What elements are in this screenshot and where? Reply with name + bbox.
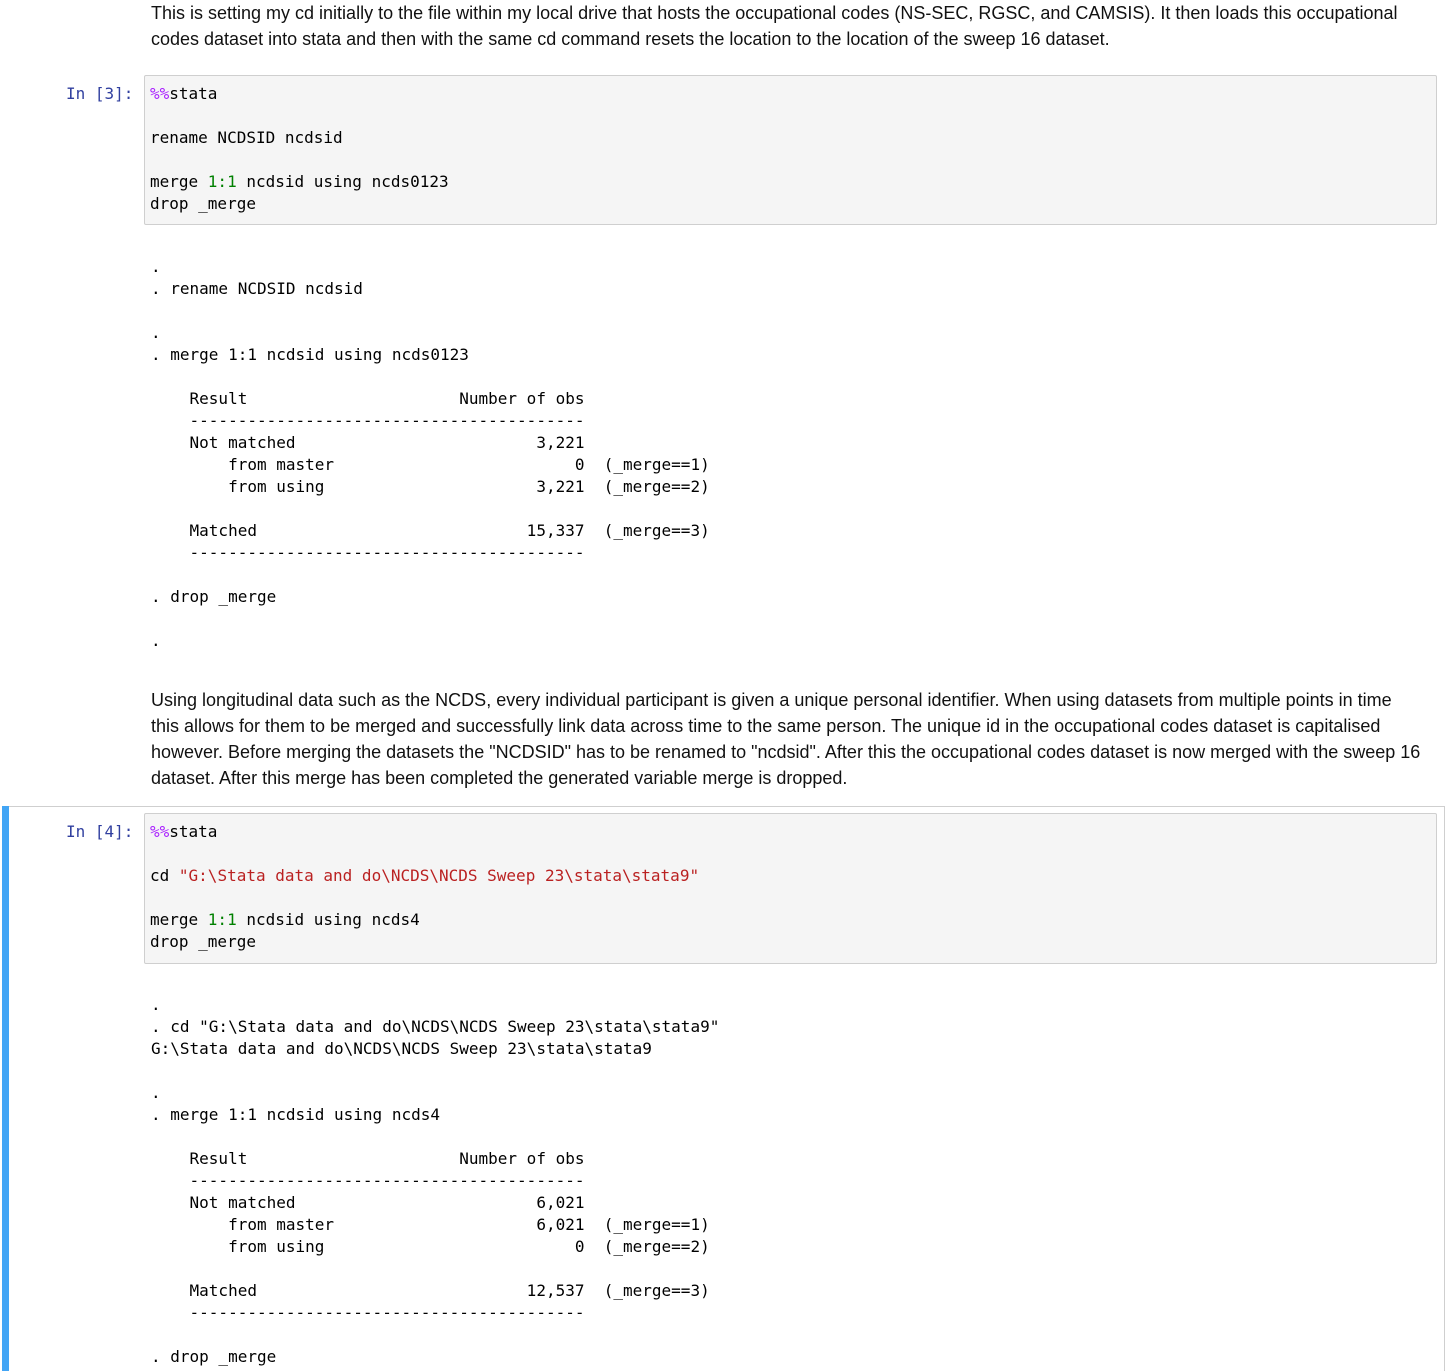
code-merge-number: 1:1 (207, 910, 237, 929)
code-line-drop: drop _merge (150, 194, 256, 213)
cell-3-code-input[interactable] (144, 75, 1437, 225)
code-merge-number: 1:1 (207, 172, 237, 191)
code-line-rename: rename NCDSID ncdsid (150, 128, 343, 147)
cell-3-output: . . rename NCDSID ncdsid . . merge 1:1 ncdsid using ncds0123 Result Number of obs ----------------------------------------- Not matched 3,221 from master 0 (_merge==1) from using 3,221 (_merge==2) Matched 15,337 (_merge==3) ----------------------------------------- . drop _merge . (151, 257, 710, 650)
magic-command: stata (169, 822, 218, 841)
cell-3-code[interactable] (150, 83, 449, 215)
cell-4-prompt: In [4]: (66, 822, 134, 841)
cell-4-output: . . cd "G:\Stata data and do\NCDS\NCDS Sweep 23\stata\stata9" G:\Stata data and do\NCDS\NCDS Sweep 23\stata\stata9 . . merge 1:1 ncdsid using ncds4 Result Number of obs ----------------------------------------- Not matched 6,021 from master 6,021 (_merge==1) from using 0 (_merge==2) Matched 12,537 (_merge==3) ----------------------------------------- . drop _merge (151, 995, 720, 1366)
markdown-text-occupational-codes: This is setting my cd initially to the file within my local drive that hosts the occupational codes (NS-SEC, RGSC, and CAMSIS). It then loads this occupational codes dataset into stata and then with the same cd command resets the location to the location of the sweep 16 dataset. (151, 3, 1398, 49)
code-merge-keyword: merge (150, 172, 208, 191)
code-cd-path-string: "G:\Stata data and do\NCDS\NCDS Sweep 23\stata\stata9" (178, 866, 700, 885)
code-cd-keyword: cd (150, 866, 179, 885)
magic-prefix: %% (150, 84, 170, 103)
cell-3-prompt: In [3]: (66, 84, 134, 103)
code-line-drop: drop _merge (150, 932, 256, 951)
code-merge-rest: ncdsid using ncds0123 (236, 172, 449, 191)
code-merge-keyword: merge (150, 910, 208, 929)
code-merge-rest: ncdsid using ncds4 (236, 910, 420, 929)
cell-4-code[interactable] (150, 821, 699, 953)
markdown-text-longitudinal: Using longitudinal data such as the NCDS, every individual participant is given a unique personal identifier. When using datasets from multiple points in time this allows for them to be merged and successfully link data across time to the same person. The unique id in the occupational codes dataset is capitalised however. Before merging the datasets the "NCDSID" has to be renamed to "ncdsid". After this the occupational codes dataset is now merged with the sweep 16 dataset. After this merge has been completed the generated variable merge is dropped. (151, 690, 1421, 788)
magic-prefix: %% (150, 822, 170, 841)
magic-command: stata (169, 84, 218, 103)
selected-cell-indicator (2, 806, 9, 1371)
cell-4-code-input[interactable] (144, 813, 1437, 964)
